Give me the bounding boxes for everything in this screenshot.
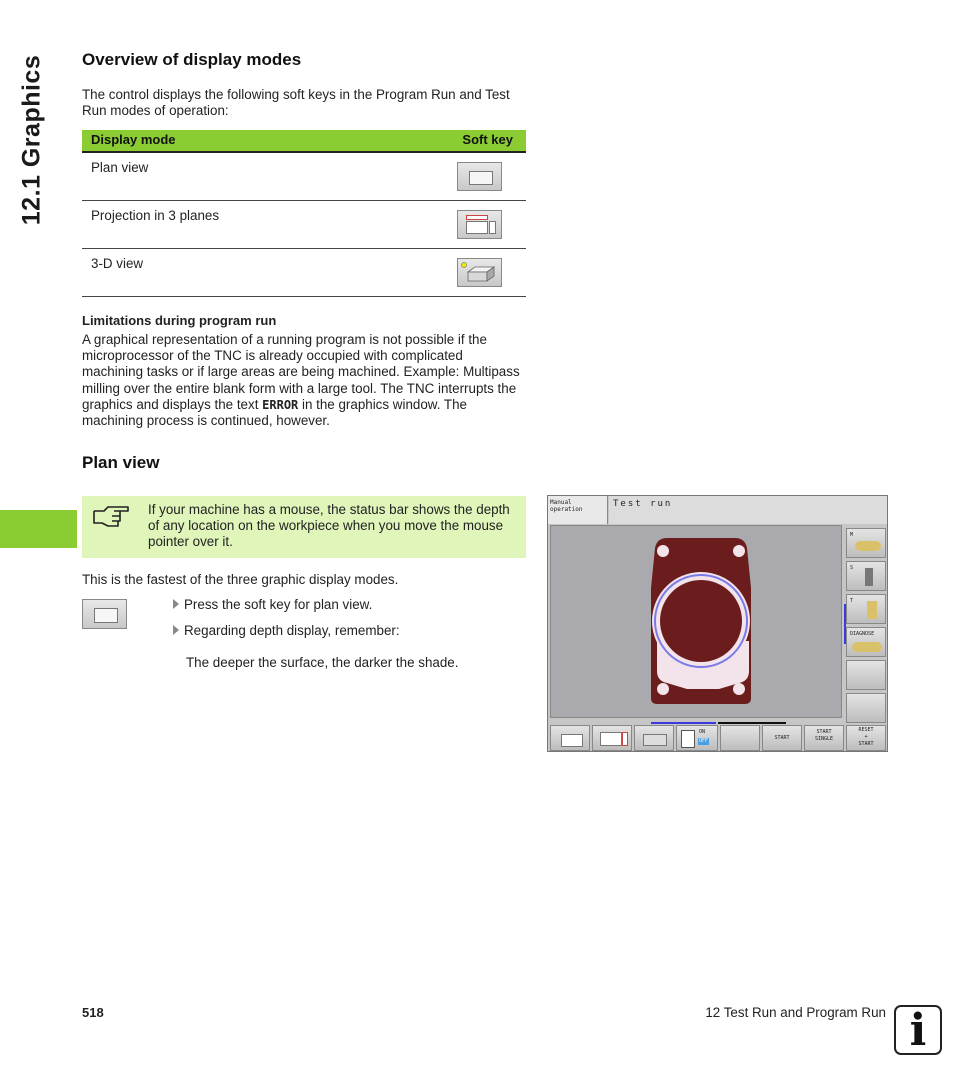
limitations-heading: Limitations during program run (82, 313, 277, 328)
3d-view-softkey-icon[interactable] (457, 258, 502, 287)
softkey-on-off[interactable]: ON OFF (676, 725, 718, 751)
screen-title: Test run (609, 496, 887, 524)
mouse-note-text: If your machine has a mouse, the status bar shows the depth of any location on the workpiece when you move the mouse pointer over it. (148, 502, 510, 550)
shade-text: The deeper the surface, the darker the shade. (186, 655, 459, 670)
arrow-bullet-icon (173, 625, 179, 635)
plan-view-heading: Plan view (82, 453, 160, 472)
row-label: 3-D view (91, 256, 144, 271)
limitations-text: A graphical representation of a running program is not possible if the microprocessor of the TNC is already occupied with complicated machining tasks or if large areas are being machined. Example: Multipass milling over the entire blank form with a large tool. The TNC interrupts the graphics and displays the text ERROR in the graphics window. The machining process is continued, however. (82, 332, 520, 429)
3d-box-icon (466, 265, 496, 283)
table-row (82, 201, 526, 249)
chapter-footer: 12 Test Run and Program Run (705, 1005, 886, 1020)
chapter-tab-marker (0, 510, 77, 548)
plan-view-softkey-icon[interactable] (82, 599, 127, 629)
table-row (82, 153, 526, 201)
overview-intro: The control displays the following soft keys in the Program Run and Test Run modes of operation: (82, 87, 510, 119)
softkey-empty-2[interactable] (846, 693, 886, 723)
fastest-mode-text: This is the fastest of the three graphic display modes. (82, 572, 399, 587)
screen-mode-label: Manual operation (548, 496, 608, 524)
row-label: Plan view (91, 160, 149, 175)
softkey-plan-view[interactable] (550, 725, 590, 751)
softkey-t[interactable]: T (846, 594, 886, 624)
chapter-side-title: 12.1 Graphics (17, 54, 46, 226)
plan-view-graphic (550, 525, 842, 718)
softkey-s[interactable]: S (846, 561, 886, 591)
col-soft-key: Soft key (462, 132, 513, 147)
table-row (82, 249, 526, 297)
info-icon: i (894, 1005, 942, 1055)
softkey-three-planes[interactable] (592, 725, 632, 751)
overview-heading: Overview of display modes (82, 50, 302, 69)
error-code: ERROR (262, 397, 299, 412)
col-display-mode: Display mode (91, 132, 176, 147)
page-number: 518 (82, 1005, 104, 1020)
workpiece-plan-view (551, 526, 841, 717)
softkey-diagnose[interactable]: DIAGNOSE (846, 627, 886, 657)
softkey-reset-start[interactable]: RESET + START (846, 725, 886, 751)
arrow-bullet-icon (173, 599, 179, 609)
mouse-note-box (82, 496, 526, 558)
tnc-screen-capture (547, 495, 888, 752)
three-planes-softkey-icon[interactable] (457, 210, 502, 239)
softkey-empty-1[interactable] (846, 660, 886, 690)
step-depth-display: Regarding depth display, remember: (173, 623, 400, 638)
step-press-softkey: Press the soft key for plan view. (173, 597, 372, 612)
plan-view-softkey-icon[interactable] (457, 162, 502, 191)
softkey-blank[interactable] (720, 725, 760, 751)
softkey-start-single[interactable]: START SINGLE (804, 725, 844, 751)
softkey-3d-view[interactable] (634, 725, 674, 751)
softkey-start[interactable]: START (762, 725, 802, 751)
row-label: Projection in 3 planes (91, 208, 220, 223)
display-mode-table (82, 130, 526, 297)
softkey-m[interactable]: M (846, 528, 886, 558)
pointing-hand-icon (92, 502, 130, 532)
table-header (82, 130, 526, 153)
